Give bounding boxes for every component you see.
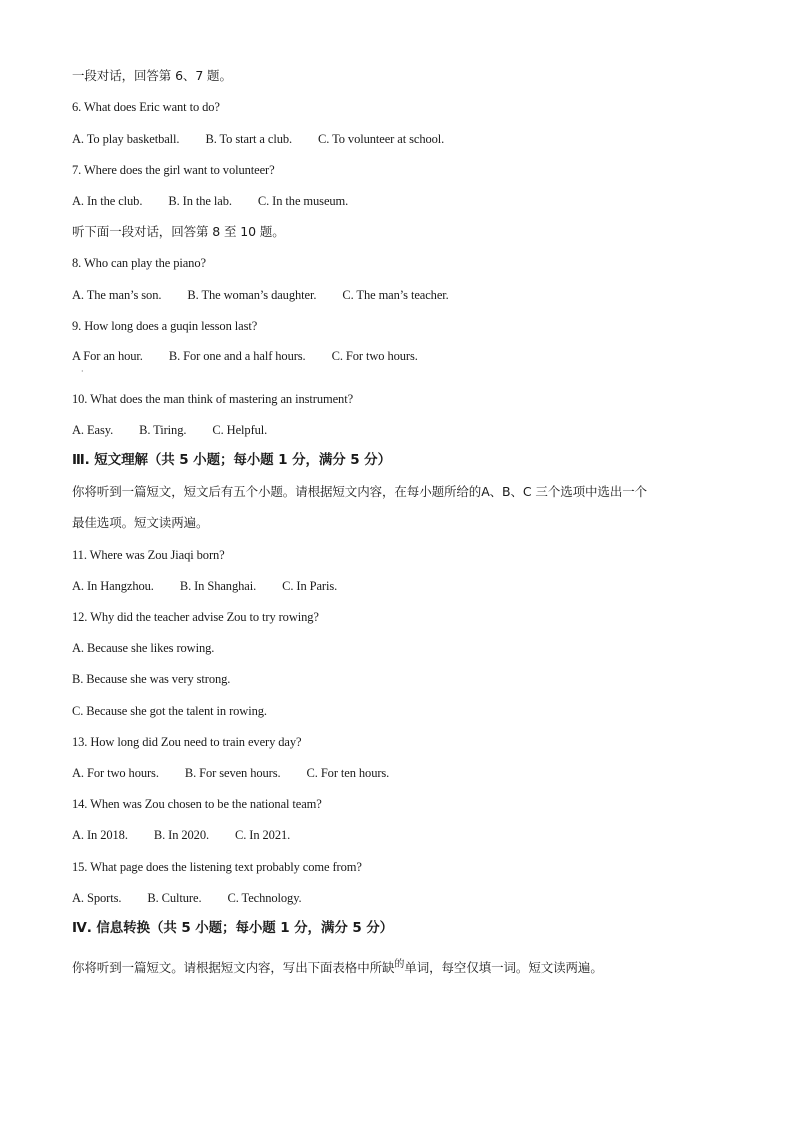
dialogue-instruction-8-10: 听下面一段对话，回答第 8 至 10 题。 [72, 224, 285, 239]
section-3-instruction-line-2: 最佳选项。短文读两遍。 [72, 515, 209, 530]
option-8a: A. The man’s son. [72, 288, 162, 302]
option-10b: B. Tiring. [139, 423, 187, 437]
question-9-options [72, 348, 732, 364]
question-13-options [72, 765, 732, 781]
question-14-options [72, 827, 732, 843]
option-9a: A For an hour. [72, 349, 143, 363]
section-3-heading: Ⅲ. 短文理解（共 5 小题；每小题 1 分，满分 5 分） [72, 452, 391, 468]
option-6a: A. To play basketball. [72, 132, 180, 146]
option-11b: B. In Shanghai. [179, 579, 257, 593]
question-8: 8. Who can play the piano? [72, 256, 206, 270]
dialogue-instruction-6-7: 一段对话，回答第 6、7 题。 [72, 68, 232, 83]
section-4-instruction-end: 单词，每空仅填一词。短文读两遍。 [404, 960, 603, 975]
stray-dot-mark: · [81, 367, 84, 376]
option-14b: B. In 2020. [153, 828, 209, 842]
question-6-options [72, 131, 732, 147]
question-6: 6. What does Eric want to do? [72, 100, 220, 114]
question-11-options [72, 578, 732, 594]
option-10a: A. Easy. [72, 423, 114, 437]
question-12: 12. Why did the teacher advise Zou to try rowing? [72, 610, 319, 624]
option-15a: A. Sports. [72, 891, 122, 905]
question-11: 11. Where was Zou Jiaqi born? [72, 548, 225, 562]
option-14c: C. In 2021. [235, 828, 291, 842]
question-7: 7. Where does the girl want to volunteer? [72, 163, 275, 177]
option-12a: A. Because she likes rowing. [72, 641, 215, 655]
question-15: 15. What page does the listening text probably come from? [72, 860, 362, 874]
option-12b: B. Because she was very strong. [72, 672, 231, 686]
option-15b: B. Culture. [147, 891, 202, 905]
section-4-heading: Ⅳ. 信息转换（共 5 小题；每小题 1 分，满分 5 分） [72, 920, 394, 936]
option-7c: C. In the museum. [257, 194, 349, 208]
option-6c: C. To volunteer at school. [318, 132, 445, 146]
option-15c: C. Technology. [227, 891, 302, 905]
section-4-instruction-raised-char: 的 [394, 959, 405, 970]
question-8-options [72, 287, 732, 303]
option-13a: A. For two hours. [72, 766, 159, 780]
option-14a: A. In 2018. [72, 828, 128, 842]
option-11a: A. In Hangzhou. [72, 579, 154, 593]
section-4-instruction [72, 960, 732, 978]
section-4-instruction-start: 你将听到一篇短文。请根据短文内容，写出下面表格中所缺 [72, 960, 395, 975]
question-10: 10. What does the man think of mastering an instrument? [72, 392, 354, 406]
section-3-instruction-line-1: 你将听到一篇短文，短文后有五个小题。请根据短文内容，在每小题所给的A、B、C 三个选项中选出一个 [72, 484, 648, 499]
option-7b: B. In the lab. [168, 194, 232, 208]
option-6b: B. To start a club. [205, 132, 293, 146]
question-15-options [72, 890, 732, 906]
option-11c: C. In Paris. [282, 579, 338, 593]
option-12c: C. Because she got the talent in rowing. [72, 704, 267, 718]
question-14: 14. When was Zou chosen to be the national team? [72, 797, 322, 811]
question-10-options [72, 422, 732, 438]
option-7a: A. In the club. [72, 194, 143, 208]
option-13b: B. For seven hours. [184, 766, 281, 780]
option-10c: C. Helpful. [212, 423, 268, 437]
option-9c: C. For two hours. [331, 349, 418, 363]
option-8c: C. The man’s teacher. [342, 288, 449, 302]
question-9: 9. How long does a guqin lesson last? [72, 319, 258, 333]
question-7-options [72, 193, 732, 209]
question-13: 13. How long did Zou need to train every day? [72, 735, 302, 749]
option-9b: B. For one and a half hours. [168, 349, 306, 363]
option-13c: C. For ten hours. [306, 766, 390, 780]
option-8b: B. The woman’s daughter. [187, 288, 317, 302]
